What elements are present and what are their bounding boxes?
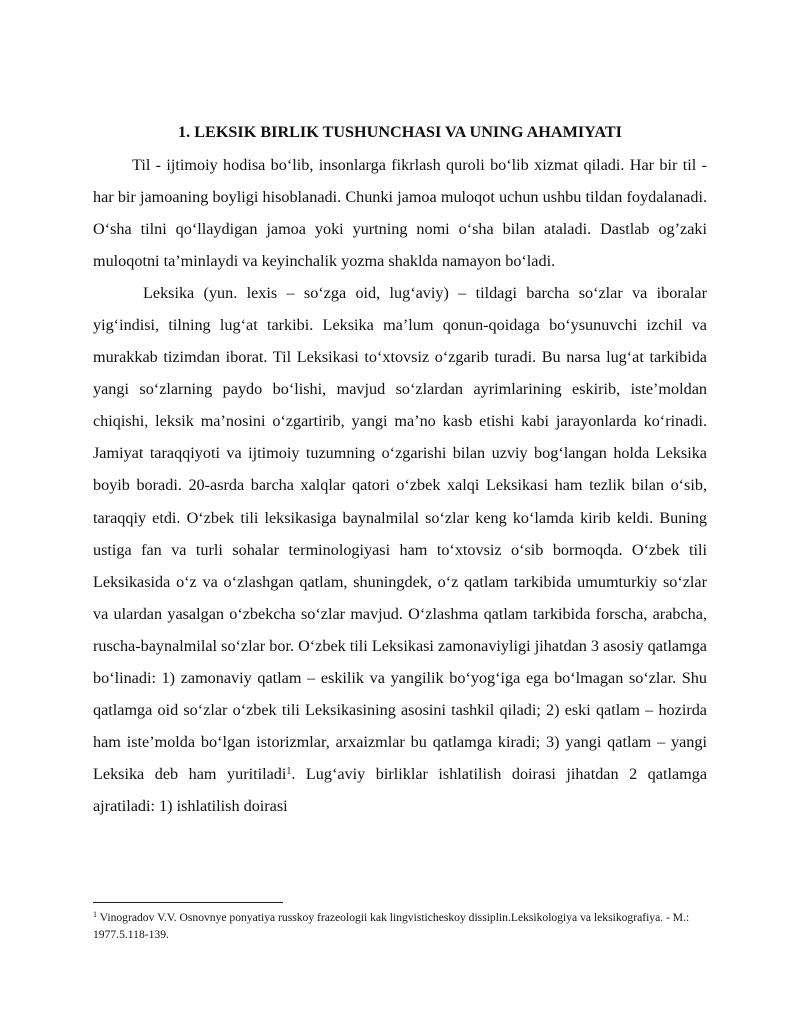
paragraph-2	[93, 277, 707, 822]
footnote-reference: 1	[286, 765, 292, 777]
footnote	[93, 909, 707, 943]
footnote-text: Vinogradov V.V. Osnovnye ponyatiya russkoy frazeologii kak lingvisticheskoy dissiplin.Leksikologiya va leksikografiya. - M.: 1977.5.118-139.	[93, 911, 690, 941]
body-text	[93, 149, 707, 822]
paragraph-1: Til - ijtimoiy hodisa bo‘lib, insonlarga fikrlash quroli bo‘lib xizmat qiladi. Har bir til - har bir jamoaning boyligi hisoblanadi. Chunki jamoa muloqot uchun ushbu tildan foydalanadi. O‘sha tilni qo‘llaydigan jamoa yoki yurtning nomi o‘sha bilan ataladi. Dastlab og’zaki muloqotni ta’minlaydi va keyinchalik yozma shaklda namayon bo‘ladi.	[93, 156, 707, 271]
footnote-marker: 1	[93, 910, 97, 919]
paragraph-2-text: Leksika (yun. lexis – so‘zga oid, lug‘aviy) – tildagi barcha so‘zlar va iboralar yig‘indisi, tilning lug‘at tarkibi. Leksika ma’lum qonun-qoidaga bo‘ysunuvchi izchil va murakkab tizimdan iborat. Til Leksikasi to‘xtovsiz o‘zgarib turadi. Bu narsa lug‘at tarkibida yangi so‘zlarning paydo bo‘lishi, mavjud so‘zlardan ayrimlarining eskirib, iste’moldan chiqishi, leksik ma’nosini o‘zgartirib, yangi ma’no kasb etishi kabi jarayonlarda ko‘rinadi. Jamiyat taraqqiyoti va ijtimoiy tuzumning o‘zgarishi bilan uzviy bog‘langan holda Leksika boyib boradi. 20-asrda barcha xalqlar qatori o‘zbek xalqi Leksikasi ham tezlik bilan o‘sib, taraqqiy etdi. O‘zbek tili leksikasiga baynalmilal so‘zlar keng ko‘lamda kirib keldi. Buning ustiga fan va turli sohalar terminologiyasi ham to‘xtovsiz o‘sib bormoqda. O‘zbek tili Leksikasida o‘z va o‘zlashgan qatlam, shuningdek, o‘z qatlam tarkibida umumturkiy so‘zlar va ulardan yasalgan o‘zbekcha so‘zlar mavjud. O‘zlashma qatlam tarkibida forscha, arabcha, ruscha-baynalmilal so‘zlar bor. O‘zbek tili Leksikasi zamonaviyligi jihatdan 3 asosiy qatlamga bo‘linadi: 1) zamonaviy qatlam – eskilik va yangilik bo‘yog‘iga ega bo‘lmagan so‘zlar. Shu qatlamga oid so‘zlar o‘zbek tili Leksikasining asosini tashkil qiladi; 2) eski qatlam – hozirda ham iste’molda bo‘lgan istorizmlar, arxaizmlar bu qatlamga kiradi; 3) yangi qatlam – yangi Leksika deb ham yuritiladi	[93, 284, 707, 783]
paragraph-2-continuation: . Lug‘aviy birliklar ishlatilish doirasi jihatdan 2 qatlamga ajratiladi: 1) ishlatilish doirasi	[93, 764, 708, 815]
footnote-separator	[93, 902, 283, 903]
section-heading: 1. LEKSIK BIRLIK TUSHUNCHASI VA UNING AHAMIYATI	[178, 123, 622, 141]
